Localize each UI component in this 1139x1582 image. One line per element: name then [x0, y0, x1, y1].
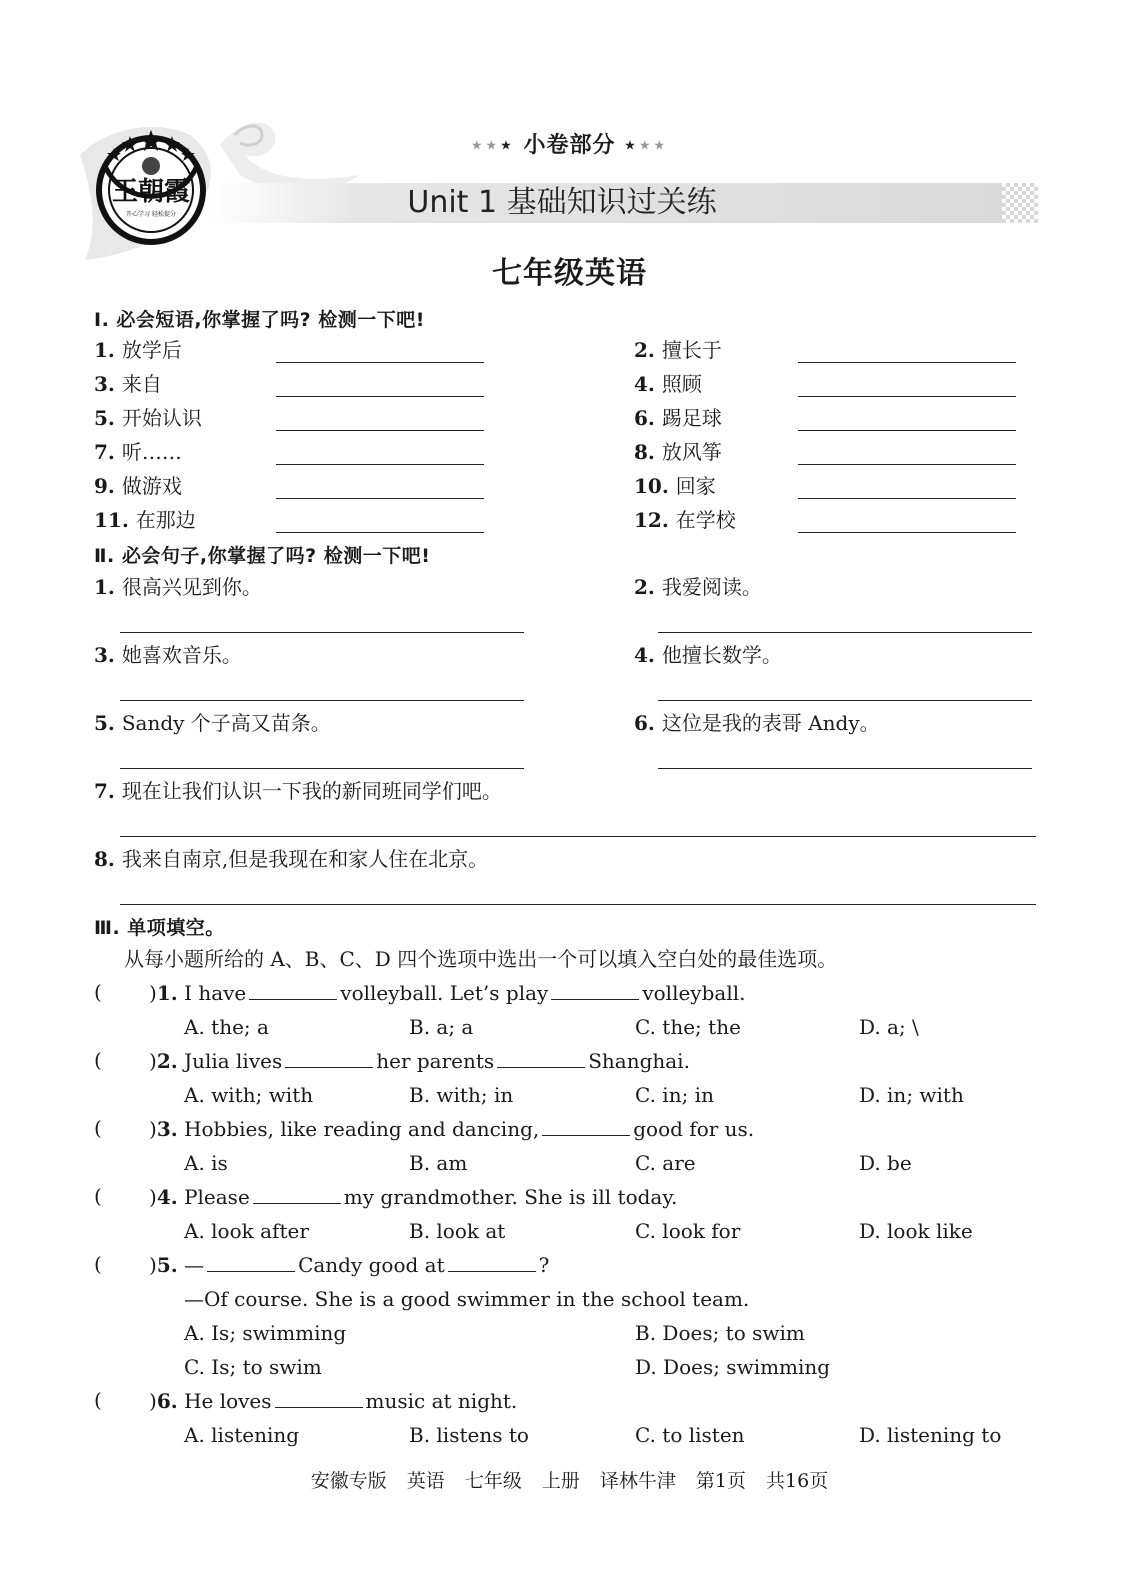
item-number: 2. [634, 338, 662, 362]
stem-part: — [184, 1253, 205, 1277]
item-text: 照顾 [661, 372, 702, 396]
item-text: 很高兴见到你。 [121, 575, 262, 599]
item-text: 放风筝 [661, 440, 722, 464]
page-footer: 安徽专版 英语 七年级 上册 译林牛津 第1页 共16页 [310, 1470, 829, 1492]
answer-parentheses[interactable]: ( [94, 1184, 102, 1208]
star-icon: ★★ [470, 138, 501, 154]
option[interactable]: D. listening to [859, 1423, 1002, 1447]
option[interactable]: A. look after [184, 1219, 309, 1243]
item-text: 我爱阅读。 [661, 575, 762, 599]
phrase-item [634, 371, 702, 397]
option[interactable]: B. a; a [409, 1015, 474, 1039]
question-number: 3. [156, 1117, 178, 1141]
item-text: 回家 [675, 474, 716, 498]
answer-line[interactable] [120, 632, 524, 633]
question-stem [149, 1184, 677, 1210]
item-text: 擅长于 [661, 338, 722, 362]
stem-part: Julia lives [184, 1049, 283, 1073]
item-number: 5. [94, 406, 122, 430]
item-text: 我来自南京,但是我现在和家人住在北京。 [121, 847, 489, 871]
answer-line[interactable] [120, 700, 524, 701]
sentence-item [94, 642, 242, 668]
fill-blank[interactable] [542, 1116, 630, 1136]
svg-text:开心学习 轻松提分: 开心学习 轻松提分 [126, 211, 176, 218]
phrase-item [94, 371, 162, 397]
option[interactable]: D. be [859, 1151, 912, 1175]
phrase-item [634, 507, 736, 533]
item-text: 做游戏 [121, 474, 182, 498]
stem-part: Candy good at [298, 1253, 445, 1277]
option[interactable]: B. Does; to swim [635, 1321, 805, 1345]
close-paren: ) [149, 1389, 157, 1413]
fill-blank[interactable] [275, 1388, 363, 1408]
question-stem [149, 1048, 690, 1074]
item-number: 6. [634, 406, 662, 430]
answer-line[interactable] [658, 700, 1032, 701]
item-number: 9. [94, 474, 122, 498]
stem-part: ? [538, 1253, 550, 1277]
question-stem [149, 1116, 754, 1142]
close-paren: ) [149, 981, 157, 1005]
question-number: 1. [156, 981, 178, 1005]
item-text: 这位是我的表哥 Andy。 [661, 711, 880, 735]
close-paren: ) [149, 1117, 157, 1141]
stem-part: Please [184, 1185, 250, 1209]
svg-text:王朝霞: 王朝霞 [111, 177, 191, 207]
stem-part: good for us. [633, 1117, 755, 1141]
item-text: 听…… [121, 440, 182, 464]
option[interactable]: C. the; the [635, 1015, 741, 1039]
item-number: 7. [94, 440, 122, 464]
stem-part: her parents [376, 1049, 495, 1073]
phrase-item [634, 439, 722, 465]
answer-line[interactable] [798, 362, 1016, 363]
item-number: 2. [634, 575, 662, 599]
phrase-item [634, 405, 722, 431]
fill-blank[interactable] [285, 1048, 373, 1068]
answer-line[interactable] [798, 532, 1016, 533]
sentence-item [94, 710, 331, 736]
option[interactable]: A. the; a [184, 1015, 269, 1039]
item-text: 她喜欢音乐。 [121, 643, 242, 667]
item-text: 在学校 [675, 508, 736, 532]
option[interactable]: A. with; with [184, 1083, 314, 1107]
answer-line[interactable] [276, 396, 484, 397]
phrase-item [94, 439, 182, 465]
option[interactable]: B. look at [409, 1219, 506, 1243]
section3-heading: Ⅲ. 单项填空。 [94, 917, 225, 939]
item-number: 12. [634, 508, 676, 532]
sentence-item [634, 574, 762, 600]
stem-part: Hobbies, like reading and dancing, [184, 1117, 540, 1141]
answer-line[interactable] [658, 632, 1032, 633]
sentence-item [634, 710, 880, 736]
item-number: 5. [94, 711, 122, 735]
answer-line[interactable] [658, 768, 1032, 769]
item-number: 1. [94, 338, 122, 362]
item-text: 现在让我们认识一下我的新同班同学们吧。 [121, 779, 502, 803]
sentence-item [94, 778, 502, 804]
item-number: 4. [634, 372, 662, 396]
stem-part: Shanghai. [588, 1049, 690, 1073]
sentence-item [94, 846, 488, 872]
answer-line[interactable] [276, 464, 484, 465]
phrase-item [94, 337, 182, 363]
phrase-item [94, 405, 202, 431]
item-number: 3. [94, 372, 122, 396]
option[interactable]: B. listens to [409, 1423, 529, 1447]
item-number: 7. [94, 779, 122, 803]
close-paren: ) [149, 1185, 157, 1209]
phrase-item [634, 473, 716, 499]
option[interactable]: C. Is; to swim [184, 1355, 322, 1379]
fill-blank[interactable] [253, 1184, 341, 1204]
section2-heading: Ⅱ. 必会句子,你掌握了吗? 检测一下吧! [94, 545, 431, 567]
option[interactable]: C. look for [635, 1219, 741, 1243]
phrase-item [94, 507, 196, 533]
answer-line[interactable] [798, 498, 1016, 499]
option[interactable]: C. to listen [635, 1423, 745, 1447]
question-number: 4. [156, 1185, 178, 1209]
option[interactable]: B. am [409, 1151, 468, 1175]
item-number: 8. [634, 440, 662, 464]
small-title [0, 128, 1139, 159]
option[interactable]: B. with; in [409, 1083, 514, 1107]
option[interactable]: A. Is; swimming [184, 1321, 347, 1345]
item-number: 11. [94, 508, 136, 532]
stem-part: my grandmother. She is ill today. [343, 1185, 678, 1209]
answer-line[interactable] [798, 464, 1016, 465]
fill-blank[interactable] [249, 980, 337, 1000]
section1-heading: Ⅰ. 必会短语,你掌握了吗? 检测一下吧! [94, 309, 425, 331]
item-number: 6. [634, 711, 662, 735]
option[interactable]: D. Does; swimming [635, 1355, 831, 1379]
option[interactable]: D. a; \ [859, 1015, 919, 1039]
close-paren: ) [149, 1049, 157, 1073]
item-text: 他擅长数学。 [661, 643, 782, 667]
answer-line[interactable] [276, 498, 484, 499]
question-stem [149, 1388, 517, 1414]
star-icon: ★ [500, 138, 515, 154]
option[interactable]: A. listening [184, 1423, 300, 1447]
answer-parentheses[interactable]: ( [94, 1388, 102, 1412]
stem-part: volleyball. Let’s play [340, 981, 549, 1005]
item-text: 放学后 [121, 338, 182, 362]
checker-pattern [1002, 183, 1038, 223]
answer-line[interactable] [276, 430, 484, 431]
item-number: 10. [634, 474, 676, 498]
answer-line[interactable] [798, 430, 1016, 431]
item-text: 在那边 [135, 508, 196, 532]
option[interactable]: C. in; in [635, 1083, 714, 1107]
item-number: 4. [634, 643, 662, 667]
item-number: 3. [94, 643, 122, 667]
item-text: 开始认识 [121, 406, 202, 430]
answer-parentheses[interactable]: ( [94, 980, 102, 1004]
item-text: 踢足球 [661, 406, 722, 430]
stem-part: music at night. [365, 1389, 518, 1413]
unit-title: Unit 1 基础知识过关练 [407, 185, 717, 220]
fill-blank[interactable] [207, 1252, 295, 1272]
sentence-item [634, 642, 782, 668]
question-number: 5. [156, 1253, 178, 1277]
dialogue-reply: —Of course. She is a good swimmer in the school team. [184, 1287, 750, 1311]
section3-instruction: 从每小题所给的 A、B、C、D 四个选项中选出一个可以填入空白处的最佳选项。 [124, 947, 838, 971]
stem-part: I have [184, 981, 247, 1005]
fill-blank[interactable] [551, 980, 639, 1000]
stem-part: He loves [184, 1389, 272, 1413]
item-number: 1. [94, 575, 122, 599]
answer-parentheses[interactable]: ( [94, 1252, 102, 1276]
answer-line[interactable] [120, 836, 1036, 837]
answer-parentheses[interactable]: ( [94, 1048, 102, 1072]
item-text: Sandy 个子高又苗条。 [121, 711, 331, 735]
answer-line[interactable] [120, 904, 1036, 905]
answer-line[interactable] [276, 532, 484, 533]
phrase-item [94, 473, 182, 499]
answer-line[interactable] [276, 362, 484, 363]
answer-parentheses[interactable]: ( [94, 1116, 102, 1140]
option[interactable]: D. in; with [859, 1083, 964, 1107]
question-number: 6. [156, 1389, 178, 1413]
star-icon: ★ [624, 138, 639, 154]
fill-blank[interactable] [497, 1048, 585, 1068]
item-number: 8. [94, 847, 122, 871]
star-icon: ★★ [638, 138, 669, 154]
small-title-text: 小卷部分 [523, 133, 616, 158]
stem-part: volleyball. [642, 981, 746, 1005]
question-stem [149, 980, 745, 1006]
option[interactable]: C. are [635, 1151, 696, 1175]
sentence-item [94, 574, 262, 600]
option[interactable]: A. is [184, 1151, 228, 1175]
question-stem [149, 1252, 549, 1278]
close-paren: ) [149, 1253, 157, 1277]
question-number: 2. [156, 1049, 178, 1073]
item-text: 来自 [121, 372, 162, 396]
fill-blank[interactable] [448, 1252, 536, 1272]
option[interactable]: D. look like [859, 1219, 973, 1243]
answer-line[interactable] [120, 768, 524, 769]
phrase-item [634, 337, 722, 363]
answer-line[interactable] [798, 396, 1016, 397]
grade-title: 七年级英语 [492, 256, 647, 291]
